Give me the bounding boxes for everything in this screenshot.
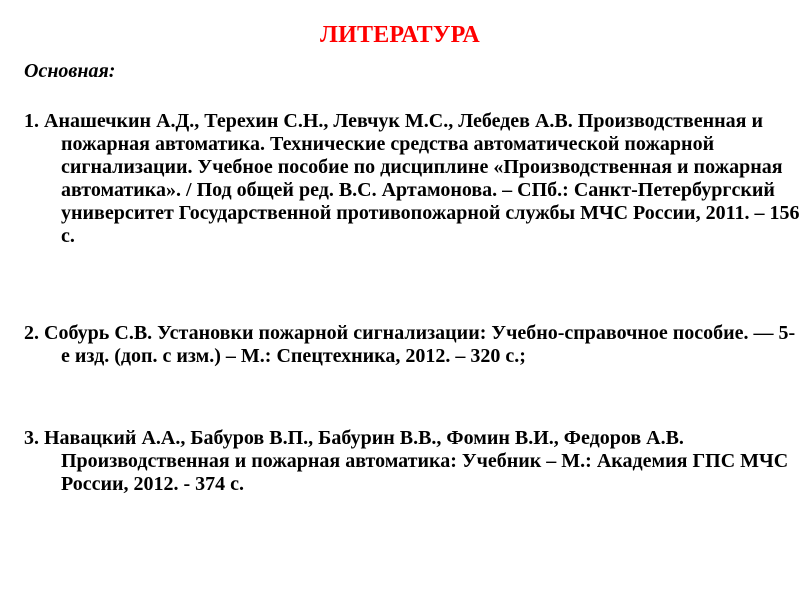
- reference-item-2: 2. Собурь С.В. Установки пожарной сигнализации: Учебно-справочное пособие. — 5-е изд. (доп. с изм.) – М.: Спецтехника, 2012. – 320 с.;: [24, 322, 796, 367]
- reference-item-1: 1. Анашечкин А.Д., Терехин С.Н., Левчук М.С., Лебедев А.В. Производственная и пожарная автоматика. Технические средства автоматической пожарной сигнализации. Учебное пособие по дисциплине «Производственная и пожарная автоматика». / Под общей ред. В.С. Артамонова. – СПб.: Санкт-Петербургский университет Государственной противопожарной службы МЧС России, 2011. – 156 с.: [24, 110, 800, 247]
- section-subtitle: Основная:: [24, 60, 116, 82]
- reference-item-3: 3. Навацкий А.А., Бабуров В.П., Бабурин В.В., Фомин В.И., Федоров А.В. Производственная и пожарная автоматика: Учебник – М.: Академия ГПС МЧС России, 2012. - 374 с.: [24, 427, 789, 495]
- slide-title: ЛИТЕРАТУРА: [320, 22, 480, 48]
